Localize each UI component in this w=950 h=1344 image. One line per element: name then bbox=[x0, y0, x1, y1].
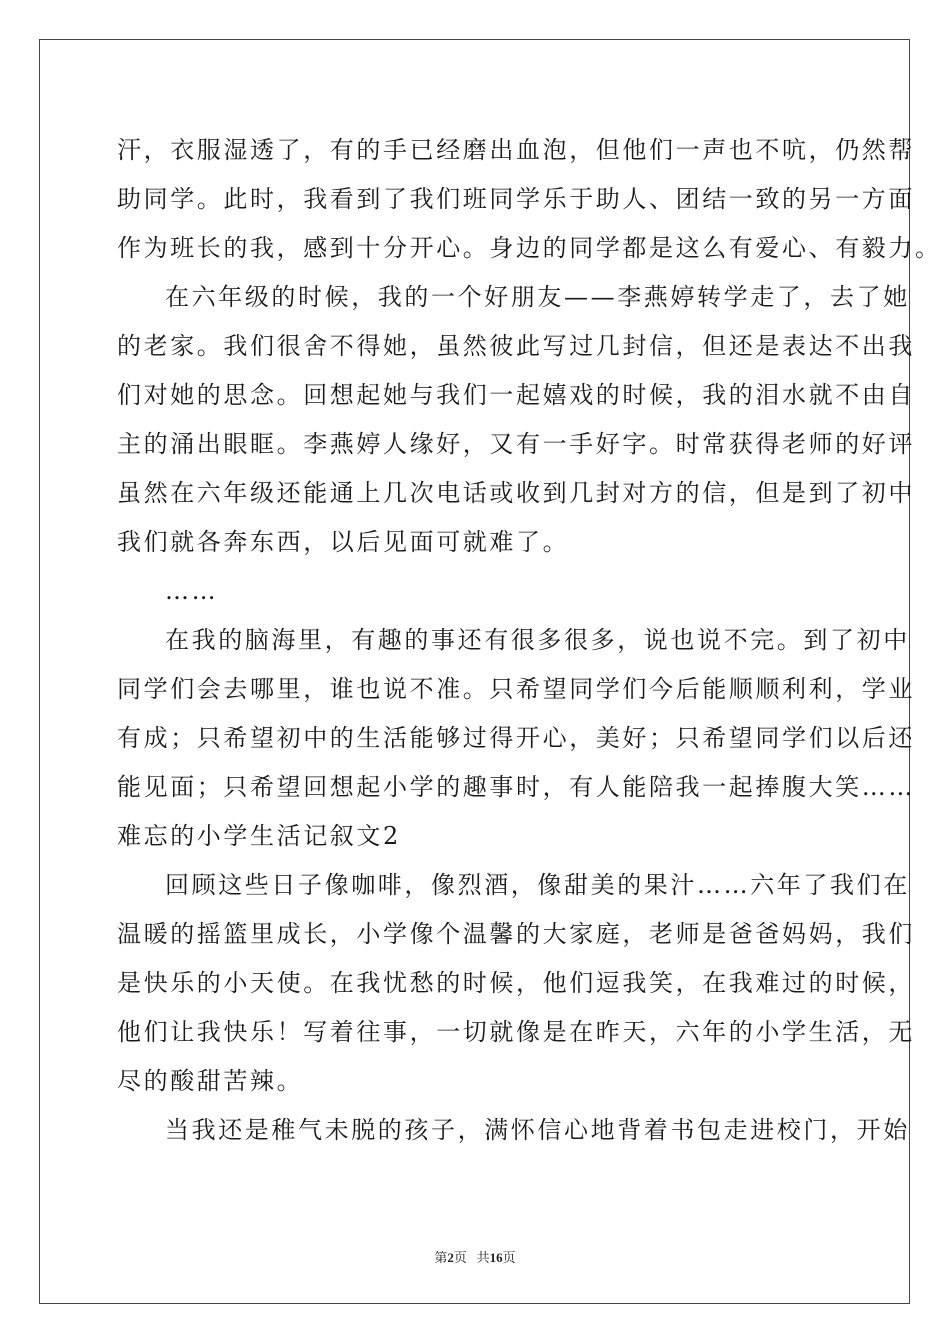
footer-page-unit: 页 bbox=[453, 1250, 467, 1265]
text-line: 有成；只希望初中的生活能够过得开心，美好；只希望同学们以后还 bbox=[117, 724, 915, 752]
footer-total-prefix: 共 bbox=[476, 1250, 490, 1265]
text-line: 的老家。我们很舍不得她，虽然彼此写过几封信，但还是表达不出我 bbox=[117, 332, 915, 360]
text-line: 在六年级的时候，我的一个好朋友——李燕婷转学走了，去了她 bbox=[165, 283, 910, 311]
text-line: …… bbox=[165, 577, 219, 605]
text-line: 他们让我快乐！写着往事，一切就像是在昨天，六年的小学生活，无 bbox=[117, 1018, 915, 1046]
text-line: 当我还是稚气未脱的孩子，满怀信心地背着书包走进校门，开始 bbox=[165, 1116, 910, 1144]
footer-prefix: 第 bbox=[434, 1250, 448, 1265]
current-page-number: 2 bbox=[447, 1250, 454, 1265]
text-line: 汗，衣服湿透了，有的手已经磨出血泡，但他们一声也不吭，仍然帮 bbox=[117, 136, 915, 164]
document-body bbox=[117, 126, 942, 1155]
text-line: 能见面；只希望回想起小学的趣事时，有人能陪我一起捧腹大笑…… bbox=[117, 773, 915, 801]
text-line: 尽的酸甜苦辣。 bbox=[117, 1067, 304, 1095]
text-line: 难忘的小学生活记叙文2 bbox=[117, 822, 401, 850]
footer-total-unit: 页 bbox=[502, 1250, 516, 1265]
text-line: 回顾这些日子像咖啡，像烈酒，像甜美的果汁……六年了我们在 bbox=[165, 871, 910, 899]
text-line: 助同学。此时，我看到了我们班同学乐于助人、团结一致的另一方面 bbox=[117, 185, 915, 213]
text-line: 们对她的思念。回想起她与我们一起嬉戏的时候，我的泪水就不由自 bbox=[117, 381, 915, 409]
page-footer bbox=[0, 1247, 950, 1266]
total-page-count: 16 bbox=[489, 1250, 503, 1265]
text-line: 我们就各奔东西，以后见面可就难了。 bbox=[117, 528, 570, 556]
text-line: 同学们会去哪里，谁也说不准。只希望同学们今后能顺顺利利，学业 bbox=[117, 675, 915, 703]
text-line: 是快乐的小天使。在我忧愁的时候，他们逗我笑，在我难过的时候， bbox=[117, 969, 915, 997]
text-line: 虽然在六年级还能通上几次电话或收到几封对方的信，但是到了初中 bbox=[117, 479, 915, 507]
text-line: 在我的脑海里，有趣的事还有很多很多，说也说不完。到了初中 bbox=[165, 626, 910, 654]
text-line: 主的涌出眼眶。李燕婷人缘好，又有一手好字。时常获得老师的好评 bbox=[117, 430, 915, 458]
text-line: 温暖的摇篮里成长，小学像个温馨的大家庭，老师是爸爸妈妈，我们 bbox=[117, 920, 915, 948]
text-line: 作为班长的我，感到十分开心。身边的同学都是这么有爱心、有毅力。 bbox=[117, 234, 942, 262]
